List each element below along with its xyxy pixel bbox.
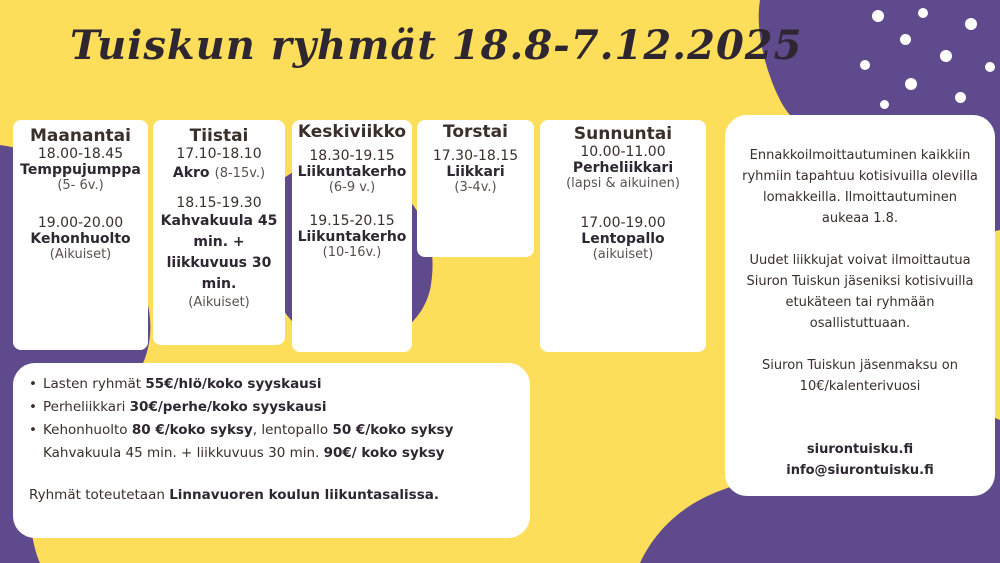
session-age: (10-16v.) (322, 245, 382, 260)
session-time: 18.00-18.45 (37, 146, 124, 162)
day-card-tiistai (153, 120, 285, 345)
day-name: Tiistai (189, 126, 249, 146)
price-list (29, 373, 516, 442)
price-item-continued: Kahvakuula 45 min. + liikkuvuus 30 min. 90€/ koko syksy (43, 445, 445, 461)
session-activity: Liikuntakerho (297, 164, 407, 180)
session-age: (Aikuiset) (188, 295, 250, 310)
session-time: 19.15-20.15 (309, 213, 395, 229)
session-time: 19.00-20.00 (37, 215, 124, 231)
info-fee: Siuron Tuiskun jäsenmaksu on 10€/kalenterivuosi (762, 358, 958, 394)
day-card-torstai (417, 120, 534, 257)
session-age: (Aikuiset) (49, 247, 112, 262)
session-age: (lapsi & aikuinen) (566, 176, 680, 191)
session-time: 17.00-19.00 (580, 215, 666, 231)
session-activity: Perheliikkari (572, 160, 674, 176)
day-name: Keskiviikko (297, 122, 407, 142)
session-age: (aikuiset) (592, 247, 654, 262)
day-card-keskiviikko (292, 120, 412, 352)
day-name: Sunnuntai (573, 124, 673, 144)
white-dot (872, 10, 884, 22)
white-dot (955, 92, 966, 103)
session-time: 17.30-18.15 (432, 148, 519, 164)
price-item: • Perheliikkari 30€/perhe/koko syyskausi (29, 396, 516, 419)
price-item: • Kehonhuolto 80 €/koko syksy, lentopallo 50 €/koko syksy (29, 419, 516, 442)
session-age: (3-4v.) (454, 180, 497, 195)
session-age: (5- 6v.) (57, 178, 104, 193)
white-dot (985, 62, 995, 72)
session-activity: Liikkari (446, 164, 505, 180)
white-dot (880, 100, 889, 109)
day-card-maanantai (13, 120, 148, 350)
white-dot (965, 18, 977, 30)
session-activity: Liikuntakerho (297, 229, 407, 245)
info-box (725, 115, 995, 496)
session-activity: Kehonhuolto (30, 231, 131, 247)
white-dot (900, 34, 911, 45)
session-activity: Lentopallo (581, 231, 665, 247)
session-activity: Kahvakuula 45 min. + liikkuvuus 30 min. (160, 213, 278, 292)
venue-text: Ryhmät toteutetaan Linnavuoren koulun liikuntasalissa. (29, 487, 439, 503)
info-membership: Uudet liikkujat voivat ilmoittautua Siuron Tuiskun jäseniksi kotisivuilla etukäteen tai ryhmään osallistuttuaan. (746, 253, 974, 331)
session-age: (6-9 v.) (328, 180, 376, 195)
website-link[interactable]: siurontuisku.fi (806, 442, 914, 457)
white-dot (918, 8, 928, 18)
page-title: Tuiskun ryhmät 18.8-7.12.2025 (70, 22, 803, 69)
session-time: 10.00-11.00 (580, 144, 666, 160)
white-dot (905, 78, 917, 90)
prices-box (13, 363, 530, 538)
day-card-sunnuntai (540, 120, 706, 352)
price-item: • Lasten ryhmät 55€/hlö/koko syyskausi (29, 373, 516, 396)
session-activity: Temppujumppa (20, 162, 141, 178)
session-time: 18.30-19.15 (309, 148, 395, 164)
day-name: Maanantai (30, 126, 131, 146)
white-dot (940, 50, 952, 62)
day-name: Torstai (443, 122, 508, 142)
session-time: 18.15-19.30 (176, 195, 262, 211)
session-time: 17.10-18.10 (176, 146, 262, 162)
session-age: (8-15v.) (214, 166, 266, 181)
info-registration: Ennakkoilmoittautuminen kaikkiin ryhmiin tapahtuu kotisivuilla olevilla lomakkeilla. Ilmoittautuminen aukeaa 1.8. (742, 148, 978, 226)
white-dot (860, 60, 870, 70)
email-link[interactable]: info@siurontuisku.fi (786, 463, 934, 478)
session-activity: Akro (172, 165, 210, 181)
